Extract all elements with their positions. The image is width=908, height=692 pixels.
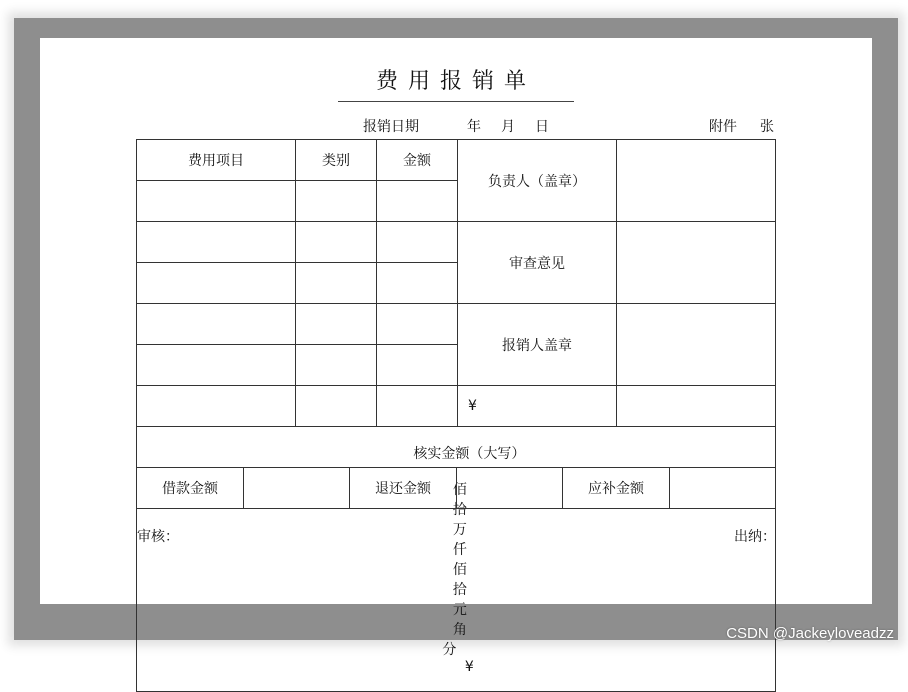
review-field[interactable] — [617, 222, 776, 304]
month-label: 月 — [501, 119, 515, 135]
item-cell[interactable] — [137, 263, 296, 304]
amount-cell[interactable] — [377, 304, 458, 345]
category-cell[interactable] — [296, 345, 377, 386]
year-label: 年 — [467, 119, 481, 135]
header-category: 类别 — [296, 140, 377, 181]
expense-table — [136, 139, 776, 692]
form-title: 费用报销单 — [375, 69, 536, 94]
item-cell[interactable] — [137, 345, 296, 386]
review-label: 审查意见 — [458, 222, 617, 304]
category-cell[interactable] — [296, 181, 377, 222]
amount-cell[interactable] — [377, 345, 458, 386]
sheets-label: 张 — [760, 119, 774, 135]
category-cell[interactable] — [296, 263, 377, 304]
unit-label: 拾 — [452, 502, 467, 518]
total-amount-cell[interactable] — [377, 386, 458, 427]
amount-cell[interactable] — [377, 222, 458, 263]
cashier-label: 出纳： — [734, 529, 776, 545]
amount-cell[interactable] — [377, 263, 458, 304]
attachment-label: 附件 — [709, 119, 737, 135]
unit-label: 元 — [452, 602, 467, 618]
yen-total-cell[interactable]: ¥ — [458, 386, 617, 427]
total-item-cell[interactable] — [137, 386, 296, 427]
loan-amount-label: 借款金额 — [137, 468, 244, 509]
day-label: 日 — [535, 119, 549, 135]
claimant-label: 报销人盖章 — [458, 304, 617, 386]
total-category-cell[interactable] — [296, 386, 377, 427]
unit-label: 万 — [452, 522, 467, 538]
unit-label: 佰 — [452, 562, 467, 578]
refund-amount-field[interactable] — [457, 468, 563, 509]
date-label: 报销日期 — [363, 119, 419, 135]
item-cell[interactable] — [137, 222, 296, 263]
responsible-field[interactable] — [617, 140, 776, 222]
unit-label: 佰 — [452, 482, 467, 498]
supplement-amount-label: 应补金额 — [563, 468, 670, 509]
claimant-field[interactable] — [617, 304, 776, 386]
unit-label: 拾 — [452, 582, 467, 598]
settlement-row — [136, 467, 776, 509]
verified-amount-label: 核实金额（大写） — [413, 446, 526, 462]
title-underline — [338, 101, 574, 102]
refund-amount-label: 退还金额 — [350, 468, 457, 509]
category-cell[interactable] — [296, 222, 377, 263]
item-cell[interactable] — [137, 304, 296, 345]
yen-symbol: ¥ — [464, 659, 474, 675]
loan-amount-field[interactable] — [244, 468, 350, 509]
auditor-label: 审核： — [137, 529, 179, 545]
supplement-amount-field[interactable] — [670, 468, 776, 509]
unit-label: 仟 — [452, 542, 467, 558]
total-side-cell[interactable] — [617, 386, 776, 427]
header-amount: 金额 — [377, 140, 458, 181]
watermark: CSDN @Jackeyloveadzz — [726, 625, 894, 642]
unit-label: 角 — [452, 622, 467, 638]
category-cell[interactable] — [296, 304, 377, 345]
unit-label: 分 — [442, 642, 457, 658]
amount-cell[interactable] — [377, 181, 458, 222]
responsible-label: 负责人（盖章） — [458, 140, 617, 222]
item-cell[interactable] — [137, 181, 296, 222]
header-item: 费用项目 — [137, 140, 296, 181]
